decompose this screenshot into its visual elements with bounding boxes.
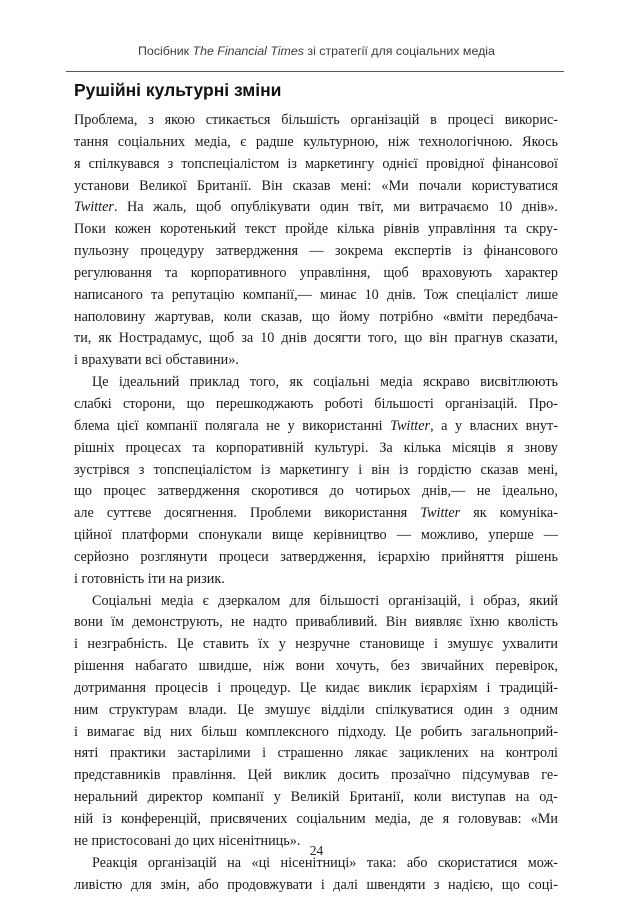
paragraph (74, 853, 558, 897)
text-line: слабкі сторони, що перешкоджають роботі більшості організацій. Про- (74, 395, 558, 412)
running-header-suffix: зі стратегії для соціальних медіа (307, 44, 495, 58)
text-line: не пристосовані до цих нісенітниць». (74, 832, 301, 849)
text-line: неральний директор компанії у Великій Британії, коли виступав на од- (74, 789, 558, 806)
text-line: Реакція організацій на «ці нісенітниці» така: або скористатися мож- (92, 854, 558, 871)
running-header (0, 44, 633, 58)
text-line: Соціальні медіа є дзеркалом для більшості організацій, і образ, який (92, 592, 558, 609)
text-line: дотримання процесів і процедур. Це кидає виклик ієрархіям і традицій- (74, 679, 558, 696)
text-line: і готовність іти на ризик. (74, 570, 225, 587)
paragraph (74, 372, 558, 590)
text-line: Це ідеальний приклад того, як соціальні медіа яскраво висвітлюють (92, 374, 558, 391)
running-header-book-title: The Financial Times (192, 44, 304, 58)
text-line: блема цієї компанії полягала не у використанні Twitter, а у власних внут- (74, 417, 558, 434)
text-line: і незграбність. Це ставить їх у незручне становище і змушує ухвалити (74, 636, 558, 653)
text-line: але суттєве досягнення. Проблеми використання Twitter як комуніка- (74, 505, 558, 522)
paragraph (74, 110, 558, 372)
text-line: Проблема, з якою стикається більшість організацій в процесі викорис- (74, 112, 558, 128)
text-line: ним структурам влади. Це змушує відділи спілкуватися один з одним (74, 701, 558, 718)
text-line: рішення набагато швидше, ніж вони хочуть, без звичайних перевірок, (74, 658, 558, 675)
text-line: ливістю для змін, або продовжувати і далі швендяти з надією, що соці- (74, 876, 558, 893)
text-line: я спілкувався з топспеціалістом із маркетингу однієї провідної фінансової (74, 155, 558, 172)
text-line: регулювання та корпоративного управління, щоб враховують характер (74, 264, 558, 281)
text-line: написаного та репутацію компанії,— минає 10 днів. Тож спеціаліст лише (74, 286, 558, 303)
page-number: 24 (309, 843, 324, 858)
text-line: зустрівся з топспеціалістом із маркетингу і він із гордістю сказав мені, (74, 461, 558, 478)
text-line: вони їм демонструють, не надто привабливий. Він виявляє їхню кволість (74, 614, 558, 631)
text-line: Поки кожен коротенький текст пройде кілька рівнів управління та скру- (74, 221, 558, 238)
text-line: і врахувати всі обставини». (74, 352, 239, 369)
text-line: рішніх процесах та корпоративній культурі. За кілька місяців я знову (74, 439, 558, 456)
text-line: і вимагає від них більш комплексного підходу. Це робить загальноприй- (74, 723, 558, 740)
text-line: Twitter. На жаль, щоб опублікувати один твіт, ми витрачаємо 10 днів». (74, 199, 558, 216)
paragraph (74, 591, 558, 853)
text-line: пульозну процедуру затвердження — зокрема експертів із фінансового (74, 243, 558, 260)
text-line: тання соціальних медіа, є радше культурною, ніж технологічною. Якось (74, 133, 558, 150)
body-text (74, 110, 558, 896)
text-line: що процес затвердження скоротився до чотирьох днів,— не ідеально, (74, 483, 558, 500)
text-line: установи Великої Британії. Він сказав мені: «Ми почали користуватися (74, 177, 558, 194)
text-line: представників правління. Цей виклик досить прозаїчно підсумував ге- (74, 767, 558, 784)
header-rule (66, 71, 564, 72)
text-line: ційної платформи спонукали вище керівництво — можливо, уперше — (74, 527, 558, 544)
running-header-prefix: Посібник (138, 44, 190, 58)
text-line: серйозно розглянути процеси затвердження, ієрархію прийняття рішень (74, 548, 558, 565)
text-line: ній із конференцій, присвячених соціальним медіа, де я головував: «Ми (74, 811, 558, 827)
section-heading: Рушійні культурні зміни (74, 80, 282, 100)
text-line: няті практики застарілими і страшенно лякає зациклених на контролі (74, 745, 558, 762)
text-line: ти, як Нострадамус, щоб за 10 днів досягти того, що він прагнув сказати, (74, 330, 558, 347)
text-line: наполовину жартував, коли сказав, що йому потрібно «вміти передбача- (74, 308, 558, 325)
